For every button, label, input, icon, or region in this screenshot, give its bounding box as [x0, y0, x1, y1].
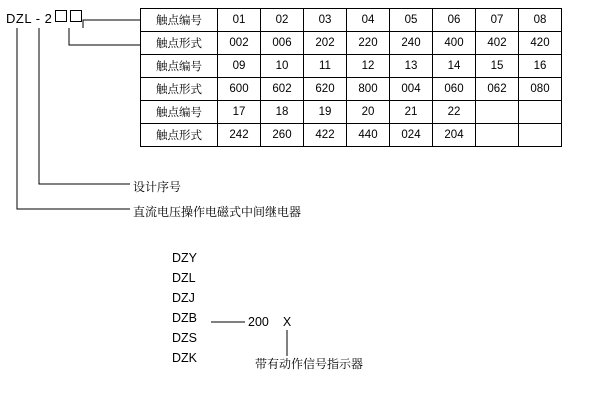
- series-code-group: [248, 315, 291, 329]
- series-list: [172, 248, 197, 368]
- table-cell: 14: [433, 55, 476, 78]
- table-row: [141, 32, 562, 55]
- row-header: 触点形式: [141, 78, 218, 101]
- table-cell: 800: [347, 78, 390, 101]
- row-header: 触点编号: [141, 55, 218, 78]
- table-cell: 420: [519, 32, 562, 55]
- table-cell: 03: [304, 9, 347, 32]
- table-cell: 07: [476, 9, 519, 32]
- series-code: 200: [248, 315, 269, 329]
- table-cell: 240: [390, 32, 433, 55]
- table-cell: 12: [347, 55, 390, 78]
- table-cell: 17: [218, 101, 261, 124]
- table-cell: 400: [433, 32, 476, 55]
- table-cell: 21: [390, 101, 433, 124]
- table-cell: 004: [390, 78, 433, 101]
- table-row: [141, 78, 562, 101]
- table-cell: 11: [304, 55, 347, 78]
- contact-table-body: [141, 9, 562, 147]
- table-cell: 602: [261, 78, 304, 101]
- table-cell: 16: [519, 55, 562, 78]
- table-cell: 062: [476, 78, 519, 101]
- model-code-box-2: [70, 10, 82, 22]
- contact-table: [140, 8, 562, 147]
- table-cell: [476, 101, 519, 124]
- list-item: DZL: [172, 271, 196, 285]
- table-cell: 10: [261, 55, 304, 78]
- table-cell: 02: [261, 9, 304, 32]
- model-code-label: [6, 10, 82, 26]
- table-cell: 600: [218, 78, 261, 101]
- table-cell: 402: [476, 32, 519, 55]
- table-cell: 220: [347, 32, 390, 55]
- table-cell: 080: [519, 78, 562, 101]
- table-cell: 060: [433, 78, 476, 101]
- list-item: DZY: [172, 251, 197, 265]
- row-header: 触点形式: [141, 32, 218, 55]
- contact-table-wrapper: [140, 8, 562, 147]
- table-cell: [476, 124, 519, 147]
- table-cell: [519, 124, 562, 147]
- table-row: [141, 101, 562, 124]
- table-cell: 05: [390, 9, 433, 32]
- list-item: DZK: [172, 351, 197, 365]
- row-header: 触点编号: [141, 9, 218, 32]
- table-cell: 06: [433, 9, 476, 32]
- table-cell: 620: [304, 78, 347, 101]
- indicator-note-label: 带有动作信号指示器: [255, 357, 364, 371]
- design-number-label: 设计序号: [133, 180, 182, 194]
- row-header: 触点形式: [141, 124, 218, 147]
- table-cell: 440: [347, 124, 390, 147]
- table-cell: 202: [304, 32, 347, 55]
- table-cell: 242: [218, 124, 261, 147]
- table-cell: 002: [218, 32, 261, 55]
- table-cell: 08: [519, 9, 562, 32]
- table-cell: 01: [218, 9, 261, 32]
- table-cell: 422: [304, 124, 347, 147]
- table-row: [141, 9, 562, 32]
- model-code-prefix: DZL - 2: [6, 11, 53, 26]
- table-cell: 15: [476, 55, 519, 78]
- table-row: [141, 124, 562, 147]
- table-cell: 04: [347, 9, 390, 32]
- list-item: DZB: [172, 311, 197, 325]
- table-cell: 024: [390, 124, 433, 147]
- table-cell: [519, 101, 562, 124]
- table-cell: 13: [390, 55, 433, 78]
- series-suffix: X: [282, 315, 292, 329]
- table-cell: 20: [347, 101, 390, 124]
- table-cell: 18: [261, 101, 304, 124]
- table-cell: 22: [433, 101, 476, 124]
- table-cell: 006: [261, 32, 304, 55]
- description-label: 直流电压操作电磁式中间继电器: [133, 205, 302, 219]
- table-cell: 204: [433, 124, 476, 147]
- table-cell: 19: [304, 101, 347, 124]
- row-header: 触点编号: [141, 101, 218, 124]
- table-cell: 260: [261, 124, 304, 147]
- table-cell: 09: [218, 55, 261, 78]
- list-item: DZS: [172, 331, 197, 345]
- model-code-box-1: [55, 10, 67, 22]
- list-item: DZJ: [172, 291, 195, 305]
- table-row: [141, 55, 562, 78]
